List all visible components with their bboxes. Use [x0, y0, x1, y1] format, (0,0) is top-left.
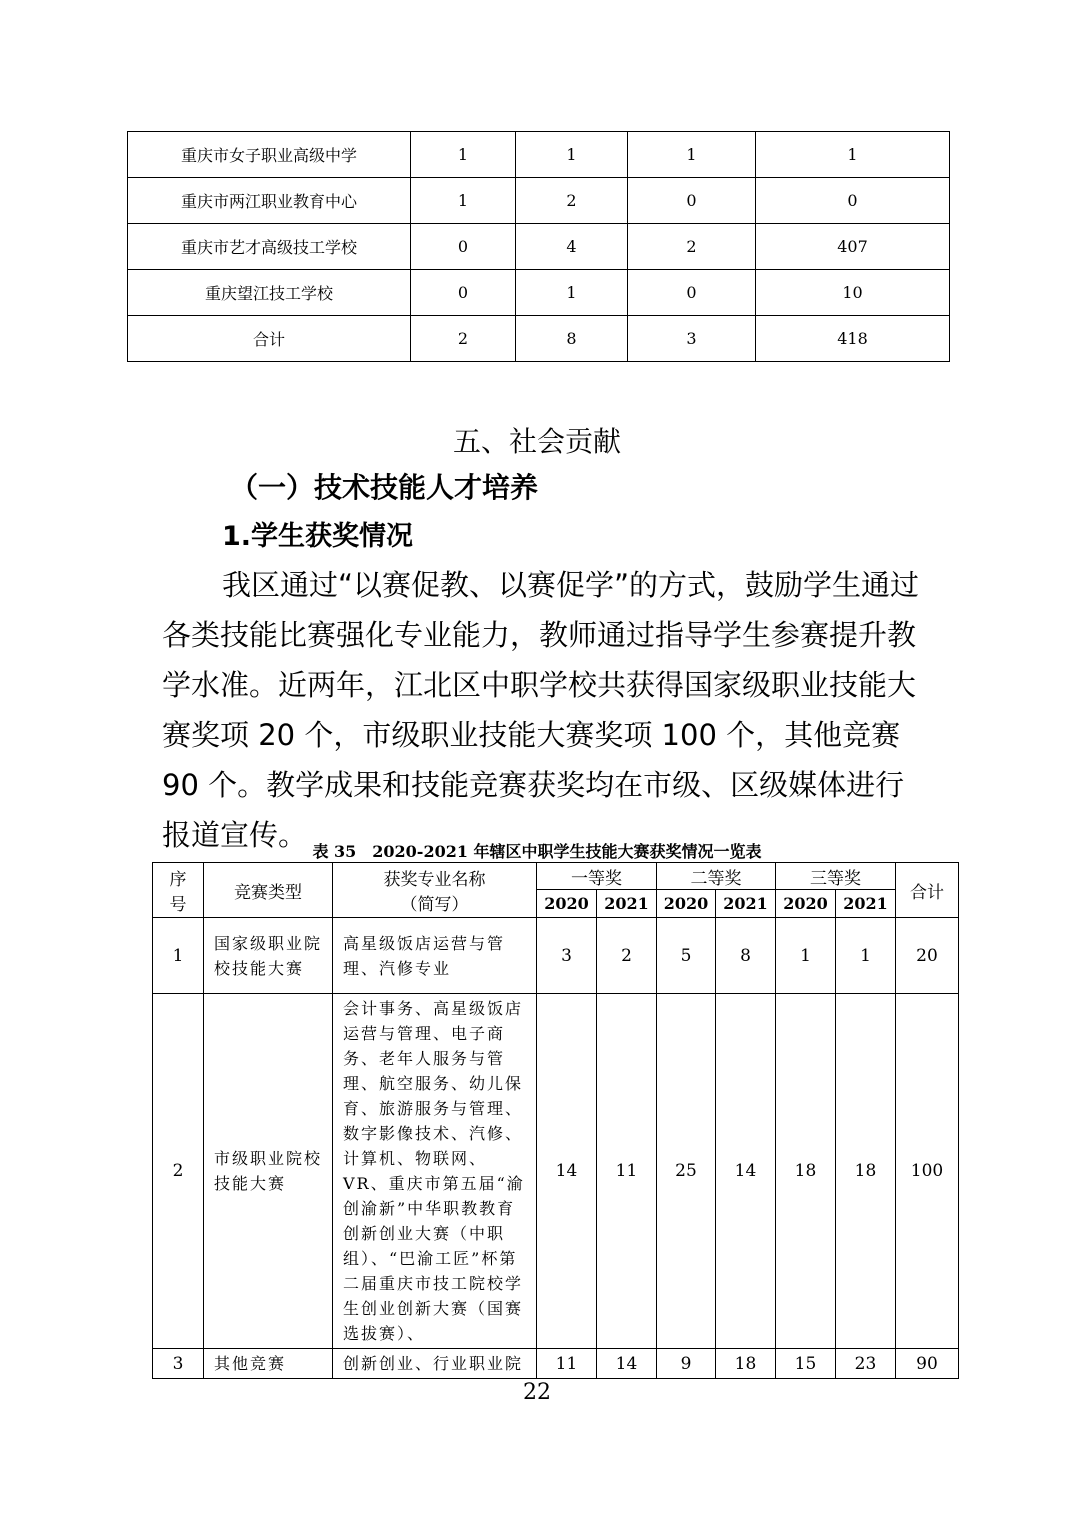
value-cell: 1 — [516, 270, 628, 316]
table-caption: 表 35 2020-2021 年辖区中职学生技能大赛获奖情况一览表 — [312, 842, 762, 861]
count-cell: 14 — [537, 994, 597, 1349]
value-cell: 407 — [756, 224, 950, 270]
subsubsection-title: 1.学生获奖情况 — [222, 521, 414, 552]
count-cell: 5 — [657, 918, 716, 994]
value-cell: 0 — [411, 224, 516, 270]
seq-header-line2: 号 — [169, 895, 187, 915]
value-cell: 8 — [516, 316, 628, 362]
year-header: 2021 — [597, 890, 657, 918]
value-cell: 1 — [756, 132, 950, 178]
count-cell: 14 — [716, 994, 776, 1349]
count-cell: 25 — [657, 994, 716, 1349]
value-cell: 4 — [516, 224, 628, 270]
type-header: 竞赛类型 — [204, 863, 333, 918]
awards-table — [152, 862, 959, 1379]
count-cell: 18 — [716, 1349, 776, 1379]
count-cell: 8 — [716, 918, 776, 994]
seq-cell: 1 — [153, 918, 204, 994]
year-header: 2021 — [836, 890, 896, 918]
school-name-cell: 重庆望江技工学校 — [128, 270, 411, 316]
value-cell: 1 — [411, 132, 516, 178]
school-name-cell: 重庆市女子职业高级中学 — [128, 132, 411, 178]
count-cell: 11 — [537, 1349, 597, 1379]
year-header: 2021 — [716, 890, 776, 918]
seq-cell: 2 — [153, 994, 204, 1349]
count-cell: 1 — [836, 918, 896, 994]
value-cell: 1 — [628, 132, 756, 178]
type-cell: 国家级职业院校技能大赛 — [204, 918, 333, 994]
table-row-total — [128, 316, 950, 362]
value-cell: 3 — [628, 316, 756, 362]
major-header-line1: 获奖专业名称 — [383, 870, 486, 890]
value-cell: 418 — [756, 316, 950, 362]
major-header-line2: （简写） — [400, 895, 469, 915]
count-cell: 18 — [776, 994, 836, 1349]
count-cell: 14 — [597, 1349, 657, 1379]
year-header: 2020 — [537, 890, 597, 918]
major-header — [333, 863, 537, 918]
type-cell: 其他竞赛 — [204, 1349, 333, 1379]
count-cell: 11 — [597, 994, 657, 1349]
year-header: 2020 — [776, 890, 836, 918]
count-cell: 2 — [597, 918, 657, 994]
count-cell: 3 — [537, 918, 597, 994]
school-summary-table — [127, 131, 950, 362]
total-cell: 100 — [896, 994, 959, 1349]
count-cell: 1 — [776, 918, 836, 994]
third-prize-header: 三等奖 — [776, 863, 896, 890]
table-row — [128, 224, 950, 270]
table-row — [128, 132, 950, 178]
major-cell: 创新创业、行业职业院 — [333, 1349, 537, 1379]
major-cell: 会计事务、高星级饭店运营与管理、电子商务、老年人服务与管理、航空服务、幼儿保育、旅游服务与管理、数字影像技术、汽修、计算机、物联网、VR、重庆市第五届“渝创渝新”中华职教教育创新创业大赛（中职组）、“巴渝工匠”杯第二届重庆市技工院校学生创业创新大赛（国赛选拔赛）、 — [333, 994, 537, 1349]
count-cell: 9 — [657, 1349, 716, 1379]
section-title: 五、社会贡献 — [452, 425, 621, 458]
table-row — [153, 994, 959, 1349]
value-cell: 0 — [628, 270, 756, 316]
total-cell: 90 — [896, 1349, 959, 1379]
school-name-cell: 重庆市两江职业教育中心 — [128, 178, 411, 224]
page-number: 22 — [523, 1380, 551, 1405]
value-cell: 2 — [516, 178, 628, 224]
total-header: 合计 — [896, 863, 959, 918]
value-cell: 0 — [628, 178, 756, 224]
count-cell: 23 — [836, 1349, 896, 1379]
school-name-cell: 重庆市艺才高级技工学校 — [128, 224, 411, 270]
type-cell: 市级职业院校技能大赛 — [204, 994, 333, 1349]
table-row — [153, 1349, 959, 1379]
major-cell: 高星级饭店运营与管理、汽修专业 — [333, 918, 537, 994]
value-cell: 1 — [411, 178, 516, 224]
seq-header — [153, 863, 204, 918]
value-cell: 10 — [756, 270, 950, 316]
first-prize-header: 一等奖 — [537, 863, 657, 890]
count-cell: 15 — [776, 1349, 836, 1379]
table-row — [128, 270, 950, 316]
table-row — [128, 178, 950, 224]
total-cell: 20 — [896, 918, 959, 994]
year-header: 2020 — [657, 890, 716, 918]
value-cell: 2 — [628, 224, 756, 270]
value-cell: 1 — [516, 132, 628, 178]
table-row — [153, 918, 959, 994]
subsection-title: （一）技术技能人才培养 — [230, 471, 539, 504]
value-cell: 0 — [756, 178, 950, 224]
seq-header-line1: 序 — [169, 870, 187, 890]
second-prize-header: 二等奖 — [657, 863, 776, 890]
body-paragraph: 我区通过“以赛促教、以赛促学”的方式，鼓励学生通过各类技能比赛强化专业能力，教师通过指导学生参赛提升教学水准。近两年，江北区中职学校共获得国家级职业技能大赛奖项 20 个，市级职业技能大赛奖项 100 个，其他竞赛 90 个。教学成果和技能竞赛获奖均在市级、区级媒体进行报道宣传。 — [162, 568, 920, 852]
seq-cell: 3 — [153, 1349, 204, 1379]
header-row — [153, 863, 959, 890]
value-cell: 0 — [411, 270, 516, 316]
value-cell: 2 — [411, 316, 516, 362]
total-label-cell: 合计 — [128, 316, 411, 362]
count-cell: 18 — [836, 994, 896, 1349]
